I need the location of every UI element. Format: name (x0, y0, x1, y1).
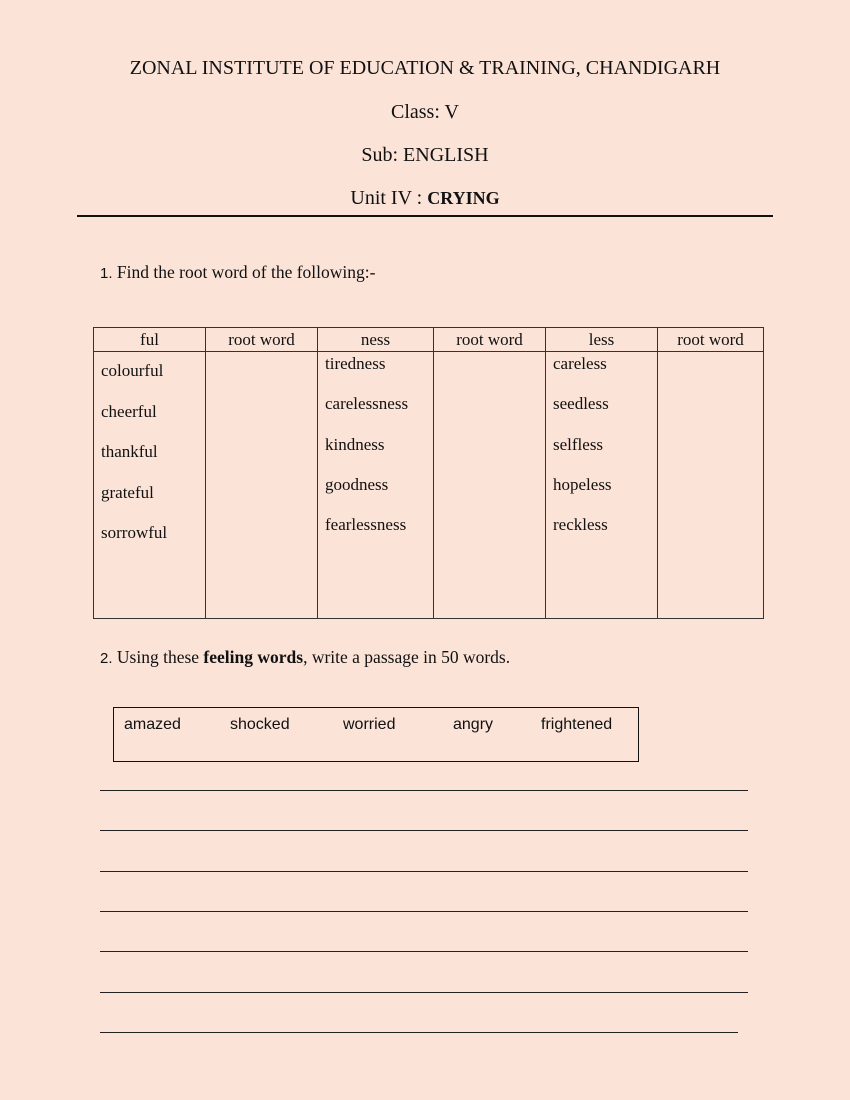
unit-prefix: Unit IV : (350, 187, 428, 209)
question-2-bold: feeling words (203, 647, 304, 667)
ness-column (318, 352, 434, 619)
question-1-text: Find the root word of the following:- (112, 262, 376, 282)
header-ness: ness (318, 328, 434, 352)
feeling-word: worried (343, 716, 396, 733)
header-root-word: root word (434, 328, 546, 352)
writing-line[interactable] (100, 911, 748, 912)
institute-title: ZONAL INSTITUTE OF EDUCATION & TRAINING, CHANDIGARH (129, 57, 721, 79)
list-item: kindness (325, 435, 385, 454)
list-item: thankful (101, 442, 158, 461)
root-word-table (93, 327, 764, 619)
unit-title: CRYING (427, 188, 500, 208)
table-header-row (94, 328, 764, 352)
feeling-word: shocked (230, 716, 290, 733)
header-less: less (546, 328, 658, 352)
unit-label (0, 187, 850, 210)
ful-column (94, 352, 206, 619)
question-1 (100, 262, 375, 283)
header-root-word: root word (206, 328, 318, 352)
list-item: tiredness (325, 354, 386, 373)
list-item: colourful (101, 361, 164, 380)
header-ful: ful (94, 328, 206, 352)
list-item: selfless (553, 435, 604, 454)
header-divider (77, 215, 773, 217)
list-item: fearlessness (325, 515, 407, 534)
less-column (546, 352, 658, 619)
question-1-number: 1. (100, 265, 113, 282)
writing-line[interactable] (100, 790, 748, 791)
list-item: goodness (325, 475, 389, 494)
header-root-word: root word (658, 328, 764, 352)
root-word-answer-cell[interactable] (658, 352, 764, 619)
writing-line[interactable] (100, 871, 748, 872)
list-item: hopeless (553, 475, 612, 494)
question-2 (100, 647, 510, 668)
list-item: cheerful (101, 402, 157, 421)
subject-label: Sub: ENGLISH (361, 144, 489, 166)
class-label: Class: V (391, 101, 459, 123)
list-item: seedless (553, 394, 609, 413)
feeling-words-box (113, 707, 639, 762)
list-item: careless (553, 354, 607, 373)
list-item: reckless (553, 515, 608, 534)
question-2-text-before: Using these (112, 647, 204, 667)
root-word-answer-cell[interactable] (206, 352, 318, 619)
writing-line[interactable] (100, 830, 748, 831)
root-word-answer-cell[interactable] (434, 352, 546, 619)
table-row (94, 352, 764, 619)
question-2-number: 2. (100, 650, 113, 667)
writing-line[interactable] (100, 992, 748, 993)
writing-line[interactable] (100, 951, 748, 952)
feeling-word: frightened (541, 716, 613, 733)
feeling-word: angry (453, 716, 494, 733)
feeling-word: amazed (124, 716, 181, 733)
question-2-text-after: , write a passage in 50 words. (303, 647, 511, 667)
list-item: carelessness (325, 394, 409, 413)
list-item: grateful (101, 483, 154, 502)
writing-line[interactable] (100, 1032, 738, 1033)
list-item: sorrowful (101, 523, 168, 542)
